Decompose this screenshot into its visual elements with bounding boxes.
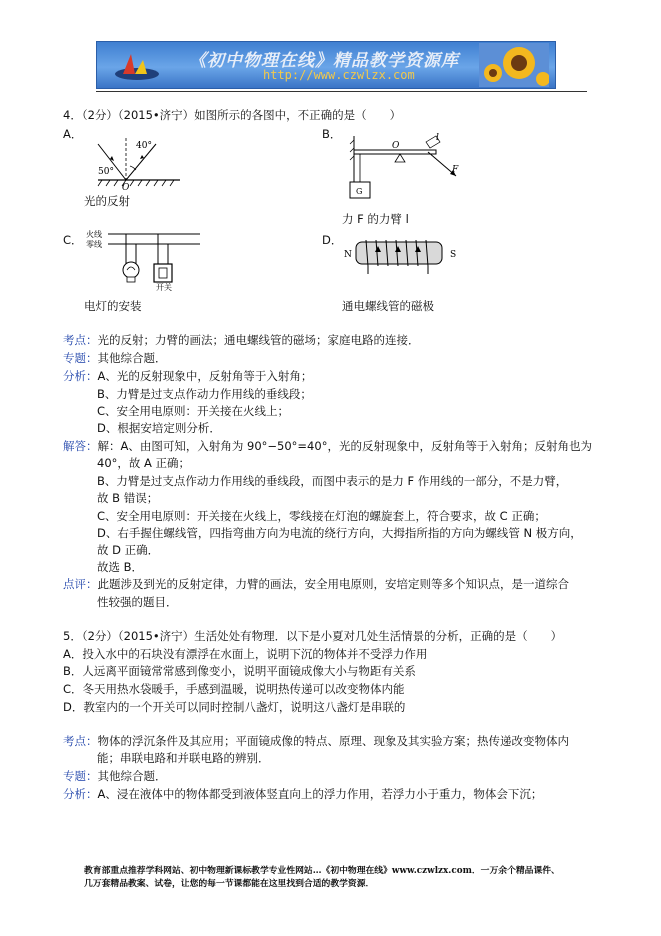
q5-fenxi-text: A、浸在液体中的物体都受到液体竖直向上的浮力作用，若浮力小于重力，物体会下沉； [97, 787, 543, 801]
q4-jieda-line: 故 B 错误； [97, 491, 159, 505]
figure-c-caption: 电灯的安装 [84, 299, 142, 313]
q4-jieda-line: 40°，故 A 正确； [97, 456, 191, 470]
q4-jieda-label: 解答： [63, 439, 98, 453]
wiring-diagram [84, 228, 202, 292]
pivot-o-label: O [392, 141, 400, 151]
banner-title: 《初中物理在线》精品教学资源库 [189, 51, 459, 71]
solenoid-diagram [340, 232, 462, 276]
q4-fenxi-label: 分析： [63, 369, 98, 383]
pole-n-label: N [344, 250, 352, 260]
banner-url: http://www.czwlzx.com [263, 68, 415, 82]
q4-stem: 4．（2分）（2015•济宁）如图所示的各图中，不正确的是（ ） [63, 108, 402, 122]
q4-jieda-line: C、安全用电原则：开关接在火线上，零线接在灯泡的螺旋套上，符合要求，故 C 正确； [97, 509, 546, 523]
lever-diagram [340, 132, 470, 206]
q5-option-b: B．人远离平面镜常常感到像变小，说明平面镜成像大小与物距有关系 [63, 664, 416, 678]
site-logo [113, 48, 161, 84]
q5-fenxi-label: 分析： [63, 787, 98, 801]
q5-kaodian-line: 物体的浮沉条件及其应用；平面镜成像的特点、原理、现象及其实验方案；热传递改变物体内 [97, 734, 569, 748]
q5-stem: 5．（2分）（2015•济宁）生活处处有物理．以下是小夏对几处生活情景的分析，正确的是（ ） [63, 629, 563, 643]
sunflower-image [479, 43, 549, 87]
figure-b-caption: 力 F 的力臂 l [342, 212, 409, 226]
q4-jieda-line: 解：A、由图可知，入射角为 90°−50°=40°，光的反射现象中，反射角等于入射角；反射角也为 [97, 439, 592, 453]
reflection-diagram [84, 132, 194, 192]
page-footer [84, 865, 604, 891]
switch-label: 开关 [156, 283, 172, 292]
q4-jieda-line: B、力臂是过支点作动力作用线的垂线段，而图中表示的是力 F 作用线的一部分，不是力臂， [97, 474, 568, 488]
q5-option-a: A．投入水中的石块没有漂浮在水面上，说明下沉的物体并不受浮力作用 [63, 647, 428, 661]
q5-kaodian-line: 能；串联电路和并联电路的辨别． [97, 751, 270, 765]
q4-option-b: B． [322, 127, 342, 141]
footer-line: 几万套精品教案、试卷，让您的每一节课都能在这里找到合适的教学资源． [84, 879, 375, 889]
q5-option-c: C．冬天用热水袋暖手，手感到温暖，说明热传递可以改变物体内能 [63, 682, 405, 696]
header-rule [96, 91, 587, 92]
figure-a-caption: 光的反射 [84, 194, 130, 208]
q4-zhuanti-label: 专题： [63, 351, 98, 365]
q4-dianping-label: 点评： [63, 577, 98, 591]
q4-jieda-line: 故选 B． [97, 560, 144, 574]
q4-fenxi-line: B、力臂是过支点作动力作用线的垂线段； [97, 387, 312, 401]
weight-g-label: G [356, 187, 363, 196]
header-banner [96, 41, 556, 89]
force-f-label: F [452, 165, 459, 175]
q5-option-d: D．教室内的一个开关可以同时控制八盏灯，说明这八盏灯是串联的 [63, 700, 406, 714]
angle-50-label: 50° [98, 167, 114, 177]
q4-option-d: D． [322, 233, 343, 247]
q4-jieda-line: D、右手握住螺线管，四指弯曲方向为电流的绕行方向，大拇指所指的方向为螺线管 N 极方向， [97, 526, 582, 540]
point-o-label: O [122, 183, 130, 192]
q4-dianping-line: 性较强的题目． [97, 595, 178, 609]
angle-40-label: 40° [136, 141, 152, 151]
q4-fenxi-line: A、光的反射现象中，反射角等于入射角； [97, 369, 313, 383]
pole-s-label: S [450, 250, 457, 260]
q4-zhuanti-text: 其他综合题． [97, 351, 167, 365]
q4-option-a: A． [63, 127, 83, 141]
live-wire-label: 火线 [86, 230, 102, 239]
lever-arm-l-label: l [436, 133, 439, 143]
q5-kaodian-label: 考点： [63, 734, 98, 748]
q4-kaodian-text: 光的反射；力臂的画法；通电螺线管的磁场；家庭电路的连接． [97, 333, 420, 347]
footer-line: 教育部重点推荐学科网站、初中物理新课标教学专业性网站…《初中物理在线》www.czwlzx.com．一万余个精品课件、 [84, 866, 560, 876]
q5-zhuanti-label: 专题： [63, 769, 98, 783]
figure-d-caption: 通电螺线管的磁极 [342, 299, 434, 313]
q4-kaodian-label: 考点： [63, 333, 98, 347]
q4-fenxi-line: C、安全用电原则：开关接在火线上； [97, 404, 290, 418]
q5-zhuanti-text: 其他综合题． [97, 769, 167, 783]
q4-jieda-line: 故 D 正确． [97, 543, 160, 557]
q4-dianping-line: 此题涉及到光的反射定律，力臂的画法，安全用电原则，安培定则等多个知识点，是一道综合 [97, 577, 569, 591]
neutral-wire-label: 零线 [86, 240, 102, 249]
q4-option-c: C． [63, 233, 83, 247]
q4-fenxi-line: D、根据安培定则分析． [97, 421, 221, 435]
